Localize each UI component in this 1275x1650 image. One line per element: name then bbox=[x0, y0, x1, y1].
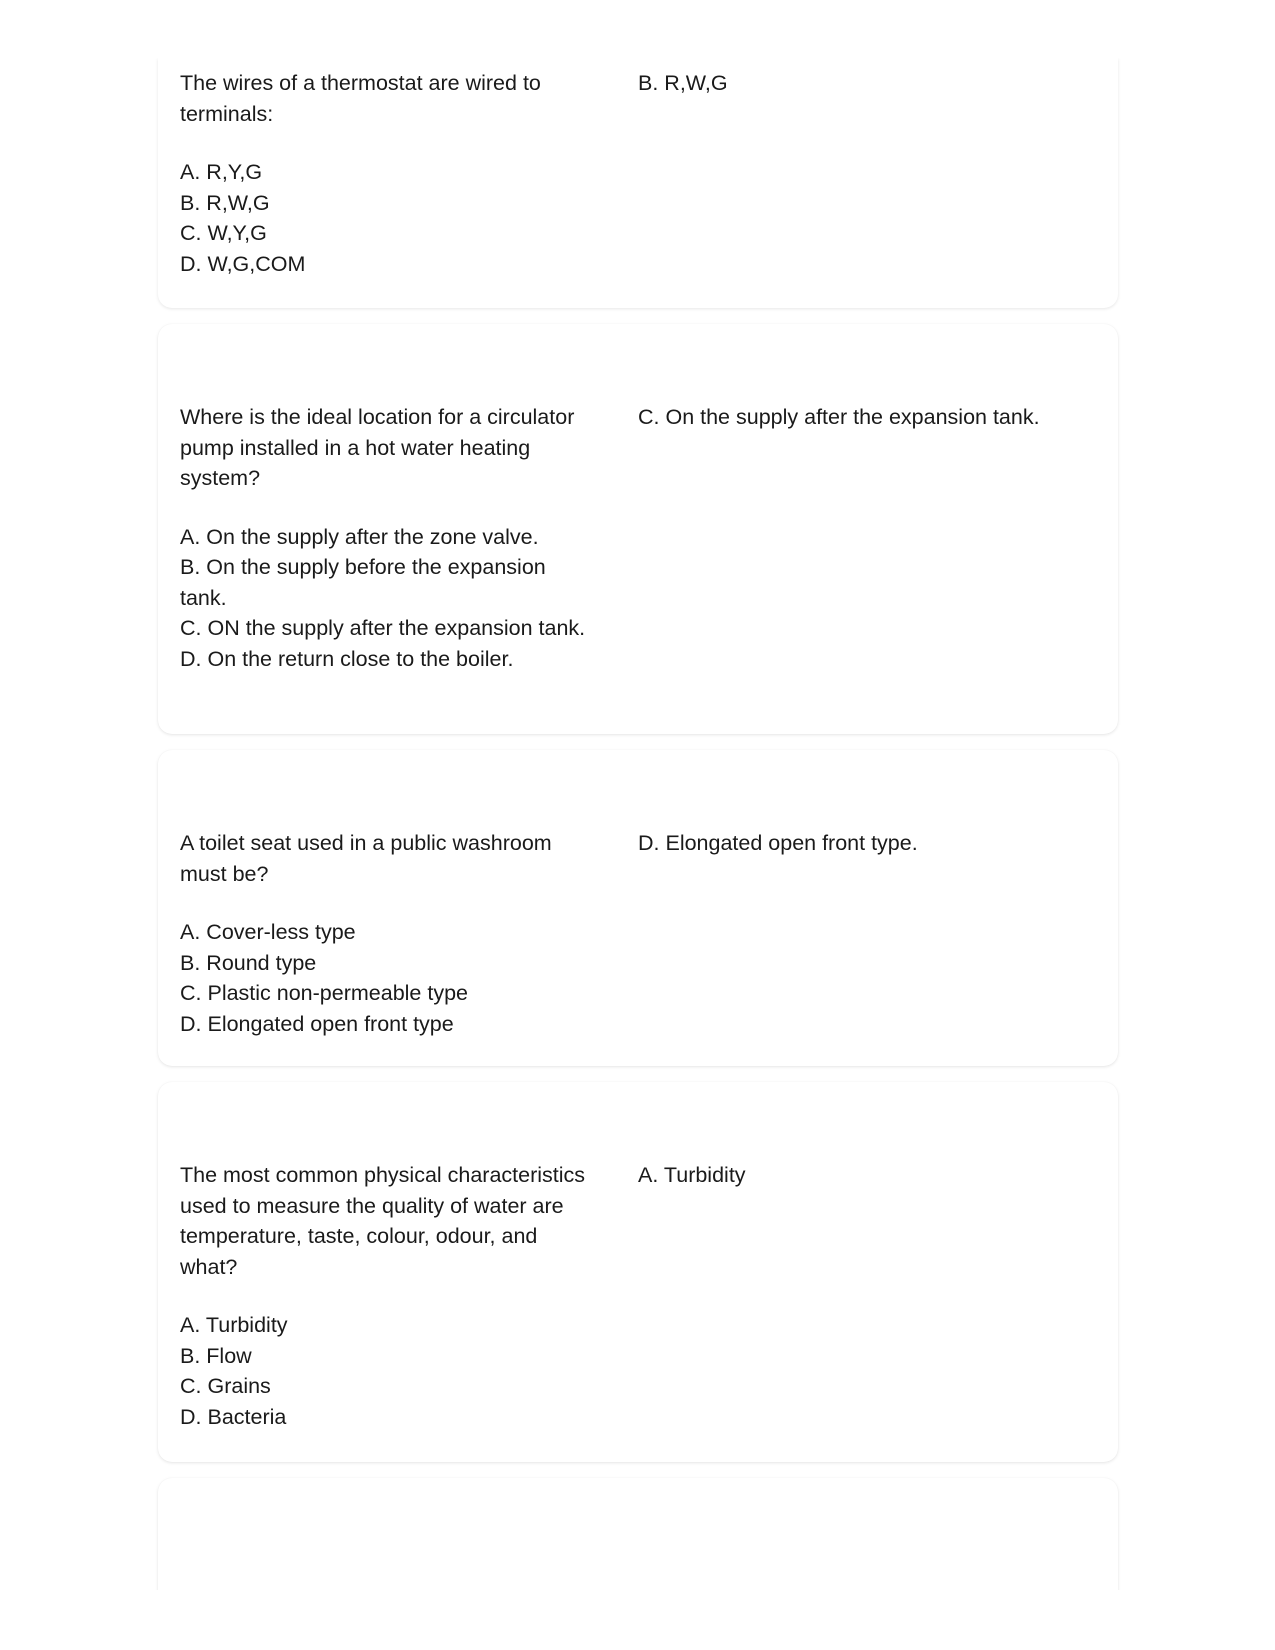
question-column bbox=[180, 1160, 590, 1432]
flashcard-5 bbox=[158, 1478, 1118, 1608]
question-text: The wires of a thermostat are wired to terminals: bbox=[180, 71, 541, 126]
answer-column bbox=[638, 828, 1098, 859]
answer-text: C. On the supply after the expansion tank. bbox=[638, 405, 1040, 429]
option-c: C. Grains bbox=[180, 1374, 271, 1398]
question-text: The most common physical characteristics used to measure the quality of water are temperature, taste, colour, odour, and what? bbox=[180, 1163, 586, 1279]
answer-text: B. R,W,G bbox=[638, 71, 728, 95]
question-text: Where is the ideal location for a circulator pump installed in a hot water heating system? bbox=[180, 405, 575, 490]
option-d: D. Bacteria bbox=[180, 1404, 287, 1429]
option-c: C. W,Y,G bbox=[180, 221, 267, 245]
flashcard-2 bbox=[158, 324, 1118, 734]
option-d: D. W,G,COM bbox=[180, 251, 306, 276]
flashcard-3 bbox=[158, 750, 1118, 1066]
question-text: A toilet seat used in a public washroom must be? bbox=[180, 831, 552, 886]
option-b: B. R,W,G bbox=[180, 190, 270, 215]
question-column bbox=[180, 828, 590, 1039]
option-a: A. Turbidity bbox=[180, 1313, 288, 1337]
answer-column bbox=[638, 1160, 1098, 1191]
flashcard-1 bbox=[158, 58, 1118, 308]
answer-column bbox=[638, 402, 1098, 433]
question-column bbox=[180, 68, 590, 279]
option-b: B. On the supply before the expansion tank. bbox=[180, 555, 546, 610]
option-a: A. Cover-less type bbox=[180, 920, 356, 944]
option-a: A. On the supply after the zone valve. bbox=[180, 524, 539, 549]
question-column bbox=[180, 402, 590, 674]
option-d: D. On the return close to the boiler. bbox=[180, 646, 514, 671]
answer-column bbox=[638, 68, 1098, 99]
option-d: D. Elongated open front type bbox=[180, 1011, 454, 1036]
option-b: B. Round type bbox=[180, 950, 317, 975]
page-bottom-margin bbox=[0, 1590, 1275, 1650]
option-c: C. Plastic non-permeable type bbox=[180, 981, 469, 1005]
page-top-margin bbox=[0, 0, 1275, 58]
option-a: A. R,Y,G bbox=[180, 160, 263, 184]
answer-text: A. Turbidity bbox=[638, 1163, 746, 1187]
flashcard-4 bbox=[158, 1082, 1118, 1462]
option-c: C. ON the supply after the expansion tank. bbox=[180, 616, 586, 640]
answer-text: D. Elongated open front type. bbox=[638, 831, 918, 855]
option-b: B. Flow bbox=[180, 1343, 252, 1368]
